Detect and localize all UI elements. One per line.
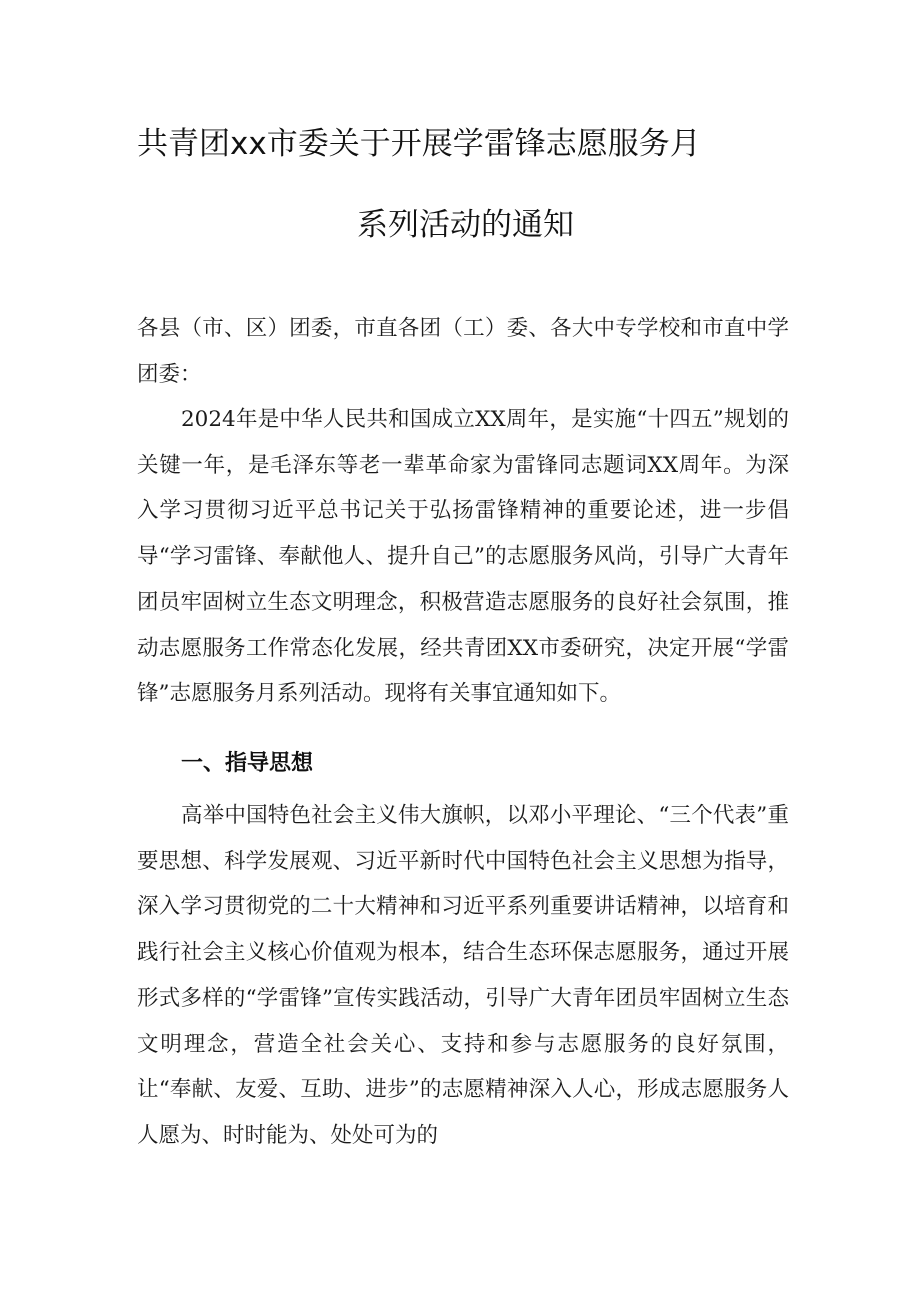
section-heading-guiding-ideology: 一、指导思想 bbox=[181, 751, 314, 776]
document-title-line-1: 共青团xx市委关于开展学雷锋志愿服务月 bbox=[137, 126, 701, 162]
intro-paragraph: 2024年是中华人民共和国成立XX周年，是实施“十四五”规划的关键一年，是毛泽东等老一辈革命家为雷锋同志题词XX周年。为深入学习贯彻习近平总书记关于弘扬雷锋精神的重要论述，进一步倡导“学习雷锋、奉献他人、提升自己”的志愿服务风尚，引导广大青年团员牢固树立生态文明理念，积极营造志愿服务的良好社会氛围，推动志愿服务工作常态化发展，经共青团XX市委研究，决定开展“学雷锋”志愿服务月系列活动。现将有关事宜通知如下。 bbox=[137, 407, 789, 707]
document-title-line-2: 系列活动的通知 bbox=[357, 207, 574, 243]
guiding-ideology-paragraph: 高举中国特色社会主义伟大旗帜，以邓小平理论、“三个代表”重要思想、科学发展观、习近平新时代中国特色社会主义思想为指导，深入学习贯彻党的二十大精神和习近平系列重要讲话精神，以培育和践行社会主义核心价值观为根本，结合生态环保志愿服务，通过开展形式多样的“学雷锋”宣传实践活动，引导广大青年团员牢固树立生态文明理念，营造全社会关心、支持和参与志愿服务的良好氛围，让“奉献、友爱、互助、进步”的志愿精神深入人心，形成志愿服务人人愿为、时时能为、处处可为的 bbox=[137, 803, 789, 1148]
salutation: 各县（市、区）团委，市直各团（工）委、各大中专学校和市直中学团委： bbox=[137, 316, 789, 387]
